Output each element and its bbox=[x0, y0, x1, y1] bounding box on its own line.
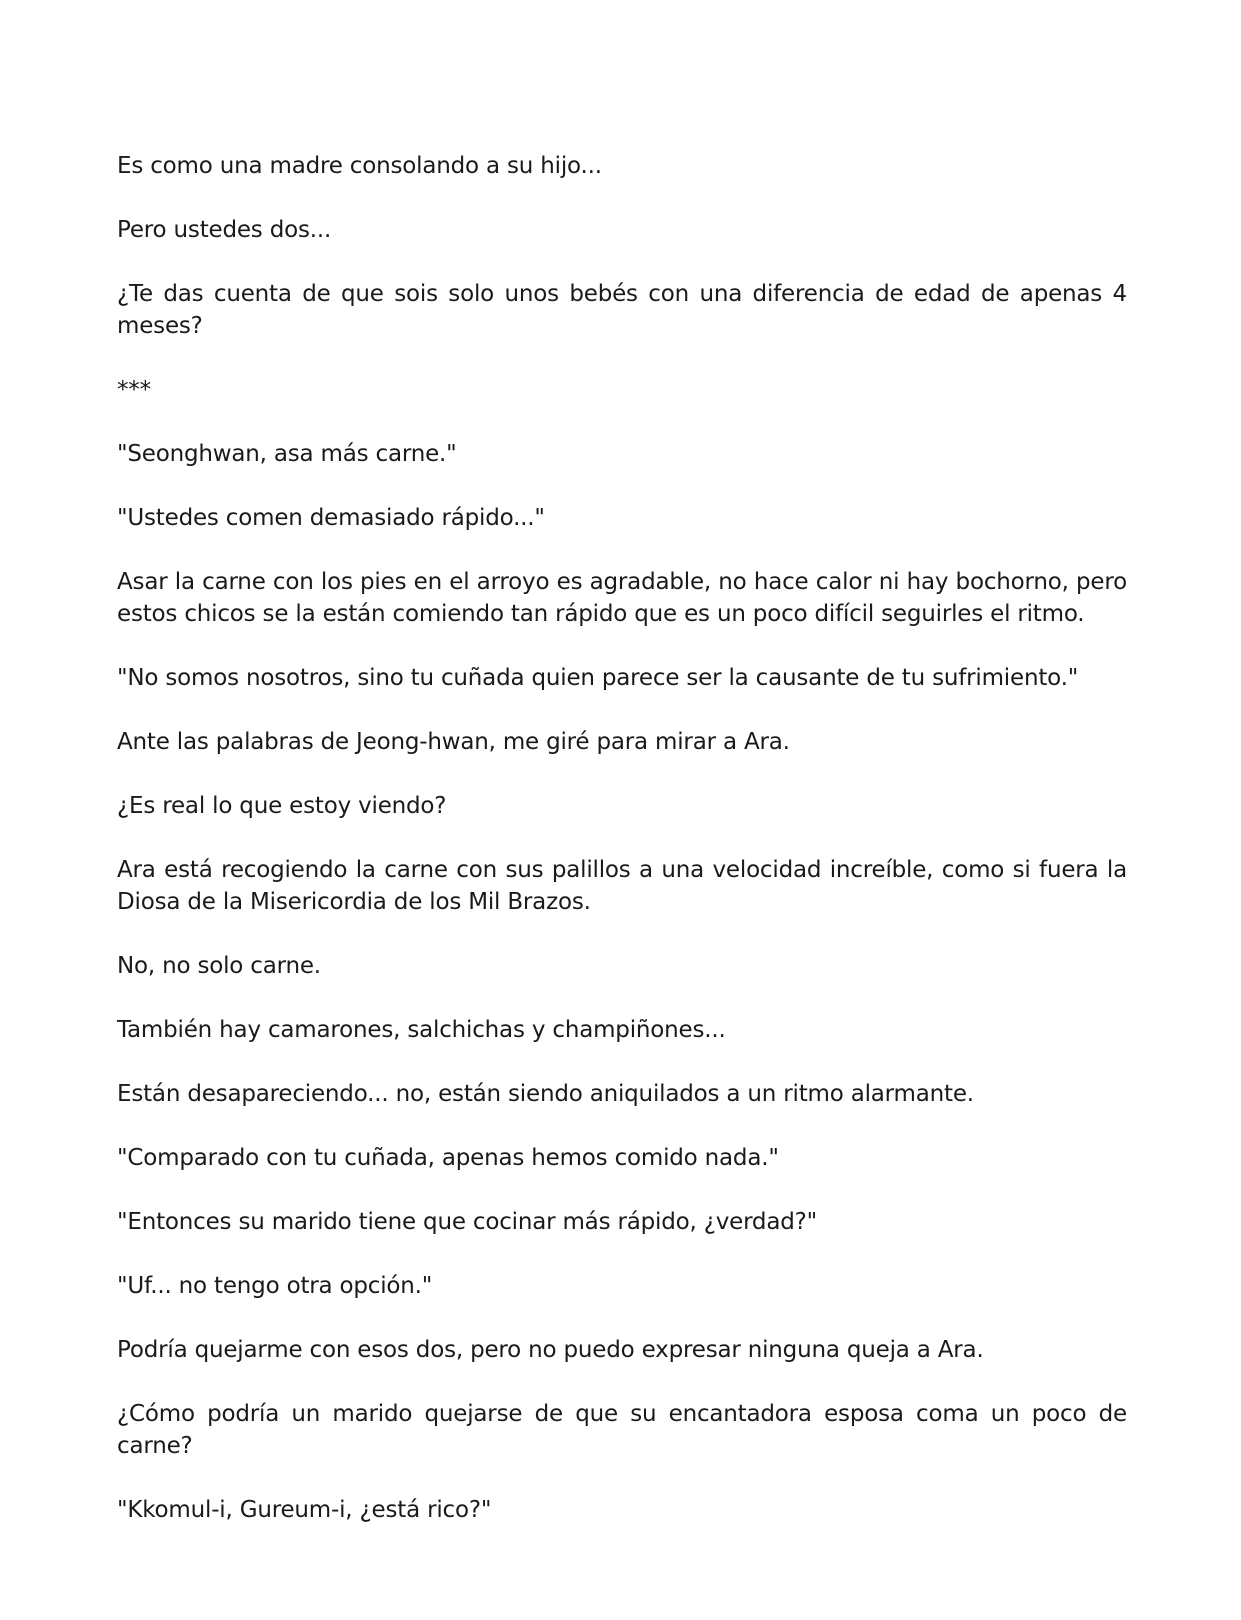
paragraph-7: "No somos nosotros, sino tu cuñada quien parece ser la causante de tu sufrimiento." bbox=[117, 665, 1079, 691]
paragraph-16: "Uf... no tengo otra opción." bbox=[117, 1273, 433, 1299]
paragraph-10: Ara está recogiendo la carne con sus palillos a una velocidad increíble, como si fuera la Diosa de la Misericordia de los Mil Brazos. bbox=[117, 857, 1127, 915]
paragraph-1: Es como una madre consolando a su hijo... bbox=[117, 153, 602, 179]
paragraph-4: "Seonghwan, asa más carne." bbox=[117, 441, 457, 467]
text-body bbox=[117, 150, 1127, 1558]
paragraph-13: Están desapareciendo... no, están siendo aniquilados a un ritmo alarmante. bbox=[117, 1081, 974, 1107]
section-break: *** bbox=[117, 377, 151, 403]
paragraph-9: ¿Es real lo que estoy viendo? bbox=[117, 793, 447, 819]
paragraph-11: No, no solo carne. bbox=[117, 953, 321, 979]
paragraph-3: ¿Te das cuenta de que sois solo unos bebés con una diferencia de edad de apenas 4 meses? bbox=[117, 281, 1127, 339]
paragraph-19: "Kkomul-i, Gureum-i, ¿está rico?" bbox=[117, 1497, 492, 1523]
paragraph-6: Asar la carne con los pies en el arroyo es agradable, no hace calor ni hay bochorno, pero estos chicos se la están comiendo tan rápido que es un poco difícil seguirles el ritmo. bbox=[117, 569, 1127, 627]
paragraph-8: Ante las palabras de Jeong-hwan, me giré para mirar a Ara. bbox=[117, 729, 790, 755]
paragraph-2: Pero ustedes dos... bbox=[117, 217, 332, 243]
paragraph-17: Podría quejarme con esos dos, pero no puedo expresar ninguna queja a Ara. bbox=[117, 1337, 984, 1363]
paragraph-15: "Entonces su marido tiene que cocinar más rápido, ¿verdad?" bbox=[117, 1209, 817, 1235]
paragraph-18: ¿Cómo podría un marido quejarse de que su encantadora esposa coma un poco de carne? bbox=[117, 1401, 1127, 1459]
paragraph-5: "Ustedes comen demasiado rápido..." bbox=[117, 505, 545, 531]
paragraph-12: También hay camarones, salchichas y champiñones... bbox=[117, 1017, 726, 1043]
paragraph-14: "Comparado con tu cuñada, apenas hemos comido nada." bbox=[117, 1145, 779, 1171]
